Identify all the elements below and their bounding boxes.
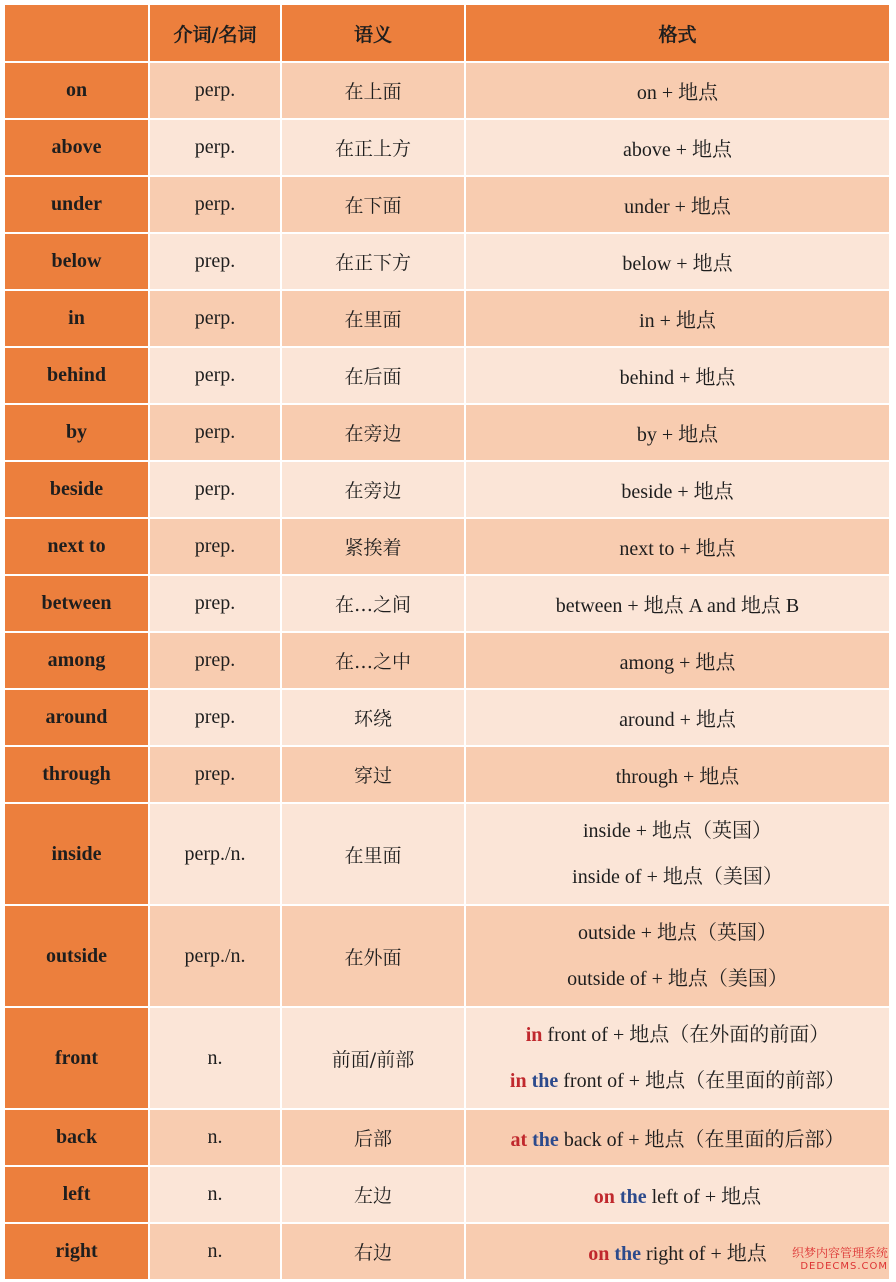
format-cell <box>466 1167 891 1224</box>
word-cell: on <box>5 63 150 120</box>
pos-cell: perp./n. <box>150 804 282 906</box>
meaning-cell: 穿过 <box>282 747 466 804</box>
pos-cell: n. <box>150 1110 282 1167</box>
table-row <box>5 348 891 405</box>
word-cell: by <box>5 405 150 462</box>
meaning-cell: 左边 <box>282 1167 466 1224</box>
table-row <box>5 1224 891 1281</box>
word-cell: back <box>5 1110 150 1167</box>
word-cell: above <box>5 120 150 177</box>
meaning-cell: 右边 <box>282 1224 466 1281</box>
word-cell: through <box>5 747 150 804</box>
header-meaning: 语义 <box>282 5 466 63</box>
format-line: inside of + 地点（美国） <box>572 866 783 888</box>
word-cell: outside <box>5 906 150 1008</box>
watermark-domain: DEDECMS.COM <box>800 1261 888 1272</box>
format-cell: next to + 地点 <box>466 519 891 576</box>
table-row <box>5 633 891 690</box>
format-cell: between + 地点 A and 地点 B <box>466 576 891 633</box>
table-row <box>5 177 891 234</box>
format-cell <box>466 1008 891 1110</box>
keyword-blue: the <box>614 1243 642 1265</box>
meaning-cell: 在…之中 <box>282 633 466 690</box>
header-pos: 介词/名词 <box>150 5 282 63</box>
keyword-red: in <box>525 1024 543 1046</box>
word-cell: inside <box>5 804 150 906</box>
keyword-blue: the <box>531 1070 559 1092</box>
format-text: right of + 地点 <box>641 1243 767 1265</box>
pos-cell: n. <box>150 1224 282 1281</box>
table-row <box>5 1008 891 1110</box>
table-row <box>5 63 891 120</box>
meaning-cell: 在外面 <box>282 906 466 1008</box>
table-wrapper <box>5 5 891 1281</box>
pos-cell: perp. <box>150 348 282 405</box>
keyword-red: on <box>593 1186 615 1208</box>
format-text: front of + 地点（在里面的前部） <box>558 1070 846 1092</box>
format-cell: below + 地点 <box>466 234 891 291</box>
format-cell: behind + 地点 <box>466 348 891 405</box>
pos-cell: prep. <box>150 234 282 291</box>
keyword-blue: the <box>532 1129 559 1151</box>
word-cell: behind <box>5 348 150 405</box>
meaning-cell: 在正下方 <box>282 234 466 291</box>
meaning-cell: 在上面 <box>282 63 466 120</box>
keyword-blue: the <box>619 1186 647 1208</box>
word-cell: next to <box>5 519 150 576</box>
pos-cell: prep. <box>150 519 282 576</box>
word-cell: front <box>5 1008 150 1110</box>
format-text: back of + 地点（在里面的后部） <box>558 1129 845 1151</box>
meaning-cell: 在里面 <box>282 804 466 906</box>
table-row <box>5 906 891 1008</box>
format-text: front of + 地点（在外面的前面） <box>542 1024 830 1046</box>
format-cell: by + 地点 <box>466 405 891 462</box>
format-line: inside + 地点（英国） <box>582 820 773 842</box>
table-row <box>5 804 891 906</box>
word-cell: around <box>5 690 150 747</box>
format-cell <box>466 906 891 1008</box>
table-row <box>5 690 891 747</box>
table-row <box>5 576 891 633</box>
format-line: outside + 地点（英国） <box>577 922 778 944</box>
header-row <box>5 5 891 63</box>
format-cell <box>466 804 891 906</box>
table-row <box>5 519 891 576</box>
word-cell: in <box>5 291 150 348</box>
table-row <box>5 234 891 291</box>
table-row <box>5 120 891 177</box>
format-cell: under + 地点 <box>466 177 891 234</box>
format-cell: on + 地点 <box>466 63 891 120</box>
pos-cell: perp. <box>150 63 282 120</box>
meaning-cell: 环绕 <box>282 690 466 747</box>
word-cell: right <box>5 1224 150 1281</box>
word-cell: between <box>5 576 150 633</box>
table-row <box>5 1110 891 1167</box>
pos-cell: n. <box>150 1008 282 1110</box>
word-cell: among <box>5 633 150 690</box>
pos-cell: prep. <box>150 747 282 804</box>
pos-cell: prep. <box>150 690 282 747</box>
meaning-cell: 在…之间 <box>282 576 466 633</box>
meaning-cell: 在正上方 <box>282 120 466 177</box>
meaning-cell: 前面/前部 <box>282 1008 466 1110</box>
table-row <box>5 1167 891 1224</box>
table-row <box>5 405 891 462</box>
format-line <box>470 1058 885 1104</box>
meaning-cell: 在里面 <box>282 291 466 348</box>
format-text: left of + 地点 <box>646 1186 762 1208</box>
keyword-red: on <box>588 1243 610 1265</box>
word-cell: beside <box>5 462 150 519</box>
pos-cell: perp./n. <box>150 906 282 1008</box>
meaning-cell: 在后面 <box>282 348 466 405</box>
header-format: 格式 <box>466 5 891 63</box>
pos-cell: perp. <box>150 405 282 462</box>
format-cell: through + 地点 <box>466 747 891 804</box>
format-cell: in + 地点 <box>466 291 891 348</box>
table-row <box>5 747 891 804</box>
format-cell: beside + 地点 <box>466 462 891 519</box>
meaning-cell: 紧挨着 <box>282 519 466 576</box>
format-cell: among + 地点 <box>466 633 891 690</box>
preposition-table <box>5 5 891 1281</box>
pos-cell: perp. <box>150 177 282 234</box>
meaning-cell: 在下面 <box>282 177 466 234</box>
pos-cell: prep. <box>150 576 282 633</box>
meaning-cell: 在旁边 <box>282 405 466 462</box>
pos-cell: prep. <box>150 633 282 690</box>
format-line: outside of + 地点（美国） <box>567 968 788 990</box>
word-cell: under <box>5 177 150 234</box>
header-word <box>5 5 150 63</box>
format-cell: above + 地点 <box>466 120 891 177</box>
format-cell: around + 地点 <box>466 690 891 747</box>
word-cell: below <box>5 234 150 291</box>
pos-cell: perp. <box>150 462 282 519</box>
format-cell <box>466 1110 891 1167</box>
table-row <box>5 462 891 519</box>
pos-cell: n. <box>150 1167 282 1224</box>
table-row <box>5 291 891 348</box>
meaning-cell: 后部 <box>282 1110 466 1167</box>
watermark <box>792 1246 888 1274</box>
format-line <box>470 1012 885 1058</box>
keyword-red: at <box>510 1129 528 1151</box>
pos-cell: perp. <box>150 291 282 348</box>
keyword-red: in <box>509 1070 527 1092</box>
meaning-cell: 在旁边 <box>282 462 466 519</box>
pos-cell: perp. <box>150 120 282 177</box>
word-cell: left <box>5 1167 150 1224</box>
watermark-title: 织梦内容管理系统 <box>791 1246 888 1260</box>
